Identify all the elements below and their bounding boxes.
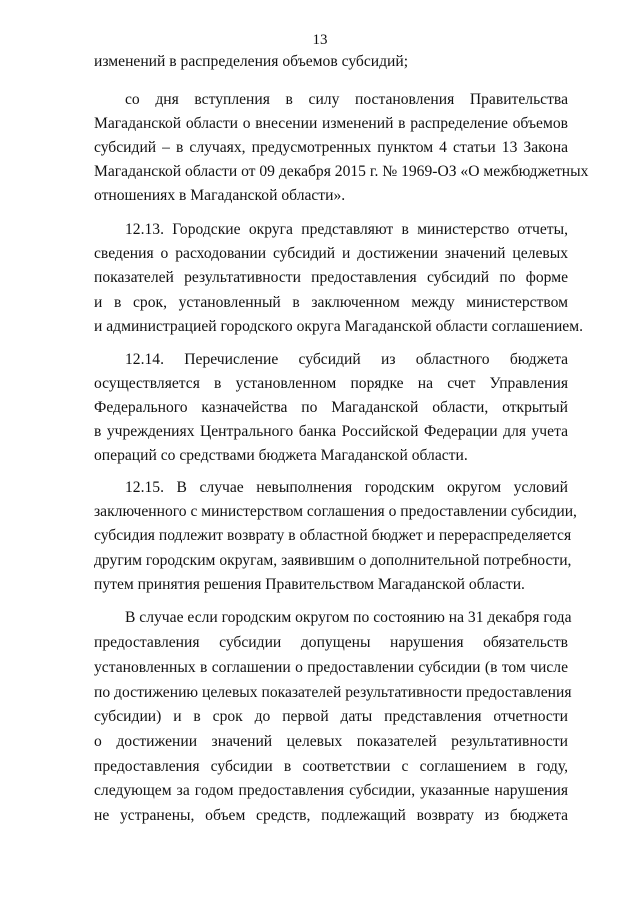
text-line: следующем за годом предоставления субсидии, указанные нарушения — [94, 782, 568, 799]
text-line: не устранены, объем средств, подлежащий возврату из бюджета — [94, 807, 568, 824]
text-line: Магаданской области о внесении изменений в распределение объемов — [94, 115, 568, 132]
text-line: операций со средствами бюджета Магаданской области. — [94, 447, 468, 464]
text-line: предоставления субсидии в соответствии с соглашением в году, — [94, 758, 568, 775]
text-line: и в срок, установленный в заключенном между министерством — [94, 294, 568, 311]
text-line: субсидия подлежит возврату в областной бюджет и перераспределяется — [94, 527, 572, 544]
text-line: 12.13. Городские округа представляют в министерство отчеты, — [125, 221, 568, 238]
page-number: 13 — [312, 32, 328, 48]
text-line: путем принятия решения Правительством Магаданской области. — [94, 576, 525, 593]
text-line: сведения о расходовании субсидий и достижении значений целевых — [94, 245, 568, 262]
text-line: Магаданской области от 09 декабря 2015 г. № 1969-ОЗ «О межбюджетных — [94, 163, 589, 180]
text-line: 12.14. Перечисление субсидий из областного бюджета — [125, 351, 568, 368]
text-line: о достижении значений целевых показателей результативности — [94, 733, 568, 750]
text-line: Федерального казначейства по Магаданской области, открытый — [94, 399, 568, 416]
text-line: со дня вступления в силу постановления Правительства — [125, 91, 568, 108]
text-line: в учреждениях Центрального банка Российской Федерации для учета — [94, 423, 568, 440]
text-line: заключенного с министерством соглашения о предоставлении субсидии, — [94, 503, 577, 520]
text-line: и администрацией городского округа Магаданской области соглашением. — [94, 318, 583, 335]
text-line: 12.15. В случае невыполнения городским округом условий — [125, 479, 568, 496]
text-line: другим городским округам, заявившим о дополнительной потребности, — [94, 552, 572, 569]
text-line: изменений в распределения объемов субсидий; — [94, 53, 409, 70]
text-line: осуществляется в установленном порядке на счет Управления — [94, 375, 568, 392]
text-line: по достижению целевых показателей результативности предоставления — [94, 684, 572, 701]
text-line: субсидии) и в срок до первой даты представления отчетности — [94, 708, 568, 725]
text-line: В случае если городским округом по состоянию на 31 декабря года — [125, 609, 572, 626]
text-line: показателей результативности предоставления субсидий по форме — [94, 269, 568, 286]
text-line: предоставления субсидии допущены нарушения обязательств — [94, 634, 568, 651]
text-line: отношениях в Магаданской области». — [94, 187, 346, 204]
text-line: установленных в соглашении о предоставлении субсидии (в том числе — [94, 659, 568, 676]
text-line: субсидий – в случаях, предусмотренных пунктом 4 статьи 13 Закона — [94, 139, 568, 156]
